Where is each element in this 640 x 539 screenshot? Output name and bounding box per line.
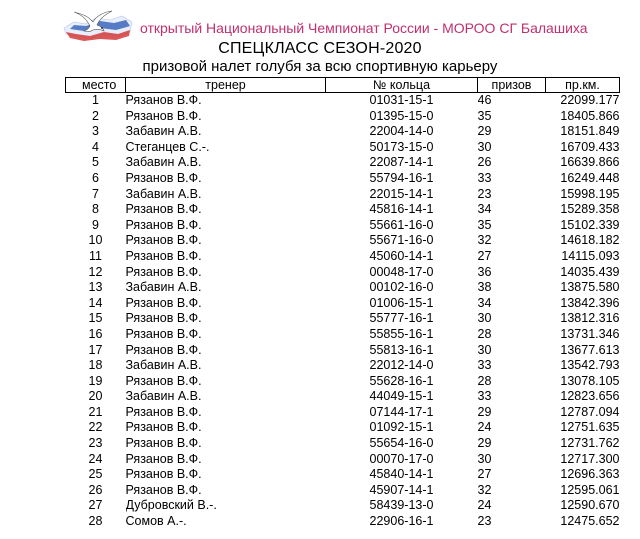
- cell-ring-number: 22015-14-1: [369, 186, 434, 201]
- cell-place: 20: [88, 389, 103, 404]
- table-row: [66, 405, 620, 421]
- cell-ring-number: 55794-16-1: [369, 170, 434, 185]
- cell-ring-number: 55813-16-1: [369, 342, 434, 357]
- cell-ring-number: 22087-14-1: [369, 155, 434, 170]
- cell-trainer: Рязанов В.Ф.: [125, 342, 202, 357]
- cell-trainer: Рязанов В.Ф.: [125, 373, 202, 388]
- cell-prize-km: 16639.866: [560, 155, 620, 170]
- cell-ring-number: 55654-16-0: [369, 436, 434, 451]
- column-header-km: пр.км.: [546, 78, 620, 93]
- table-row: [66, 280, 620, 296]
- cell-prize-km: 12595.061: [560, 482, 620, 497]
- cell-place: 11: [89, 248, 102, 263]
- cell-trainer: Рязанов В.Ф.: [125, 482, 202, 497]
- cell-prizes: 27: [477, 467, 492, 482]
- cell-place: 23: [88, 436, 103, 451]
- cell-prizes: 30: [477, 311, 492, 326]
- cell-prize-km: 15289.358: [560, 202, 620, 217]
- organization-title: открытый Национальный Чемпионат России - МОРОО СГ Балашиха: [140, 20, 588, 36]
- cell-trainer: Рязанов В.Ф.: [125, 202, 202, 217]
- cell-prizes: 30: [477, 139, 492, 154]
- results-table-body: [66, 93, 620, 530]
- cell-prize-km: 12590.670: [560, 498, 620, 513]
- cell-trainer: Рязанов В.Ф.: [125, 404, 202, 419]
- cell-prize-km: 13078.105: [560, 373, 620, 388]
- cell-prize-km: 12475.652: [560, 514, 620, 529]
- column-header-ring: № кольца: [326, 78, 478, 93]
- cell-place: 9: [92, 217, 99, 232]
- cell-place: 22: [88, 420, 103, 435]
- table-row: [66, 343, 620, 359]
- cell-ring-number: 55628-16-1: [369, 373, 434, 388]
- cell-place: 14: [88, 295, 103, 310]
- cell-ring-number: 01092-15-1: [369, 420, 434, 435]
- cell-prize-km: 16709.433: [560, 139, 620, 154]
- cell-place: 7: [92, 186, 99, 201]
- cell-prizes: 24: [477, 420, 492, 435]
- cell-ring-number: 55777-16-1: [369, 311, 434, 326]
- cell-prize-km: 12751.635: [560, 420, 620, 435]
- table-row: [66, 311, 620, 327]
- cell-ring-number: 58439-13-0: [369, 498, 434, 513]
- cell-place: 26: [88, 482, 103, 497]
- cell-place: 10: [88, 233, 103, 248]
- cell-trainer: Рязанов В.Ф.: [125, 217, 202, 232]
- cell-prizes: 29: [477, 436, 492, 451]
- table-header-row: [66, 78, 620, 93]
- cell-place: 27: [88, 498, 103, 513]
- table-row: [66, 467, 620, 483]
- cell-trainer: Рязанов В.Ф.: [125, 311, 202, 326]
- cell-prizes: 35: [477, 108, 492, 123]
- cell-trainer: Рязанов В.Ф.: [125, 108, 202, 123]
- cell-ring-number: 45907-14-1: [369, 482, 434, 497]
- cell-place: 8: [92, 202, 99, 217]
- cell-trainer: Стеганцев С.-.: [125, 139, 210, 154]
- cell-trainer: Рязанов В.Ф.: [125, 420, 202, 435]
- cell-trainer: Рязанов В.Ф.: [125, 248, 202, 263]
- cell-ring-number: 00048-17-0: [369, 264, 434, 279]
- cell-ring-number: 45816-14-1: [369, 202, 434, 217]
- cell-prizes: 28: [477, 326, 492, 341]
- cell-ring-number: 22906-16-1: [369, 514, 434, 529]
- table-row: [66, 498, 620, 514]
- cell-prizes: 27: [477, 248, 492, 263]
- cell-prizes: 29: [477, 404, 492, 419]
- cell-prize-km: 14115.093: [561, 248, 620, 263]
- cell-ring-number: 50173-15-0: [369, 139, 434, 154]
- cell-trainer: Рязанов В.Ф.: [125, 264, 202, 279]
- cell-prizes: 28: [477, 373, 492, 388]
- cell-place: 15: [88, 311, 103, 326]
- cell-trainer: Забавин А.В.: [125, 155, 202, 170]
- table-row: [66, 171, 620, 187]
- cell-trainer: Рязанов В.Ф.: [125, 170, 202, 185]
- table-row: [66, 140, 620, 156]
- table-row: [66, 218, 620, 234]
- cell-trainer: Рязанов В.Ф.: [125, 467, 202, 482]
- cell-ring-number: 55661-16-0: [369, 217, 434, 232]
- cell-ring-number: 00070-17-0: [369, 451, 434, 466]
- cell-prize-km: 14035.439: [560, 264, 620, 279]
- cell-prize-km: 13875.580: [560, 280, 620, 295]
- table-row: [66, 327, 620, 343]
- cell-ring-number: 07144-17-1: [369, 404, 434, 419]
- table-row: [66, 374, 620, 390]
- cell-prize-km: 16249.448: [560, 170, 620, 185]
- cell-prize-km: 18405.866: [560, 108, 620, 123]
- cell-trainer: Рязанов В.Ф.: [125, 93, 202, 107]
- cell-prizes: 34: [477, 295, 492, 310]
- cell-trainer: Рязанов В.Ф.: [125, 436, 202, 451]
- cell-prize-km: 12731.762: [560, 436, 620, 451]
- cell-trainer: Рязанов В.Ф.: [125, 326, 202, 341]
- cell-prizes: 23: [477, 186, 492, 201]
- column-header-prizes: призов: [478, 78, 546, 93]
- cell-ring-number: 44049-15-1: [369, 389, 434, 404]
- cell-prize-km: 13842.396: [560, 295, 620, 310]
- cell-prize-km: 14618.182: [560, 233, 620, 248]
- cell-prize-km: 12696.363: [560, 467, 620, 482]
- table-row: [66, 389, 620, 405]
- cell-place: 1: [92, 93, 99, 107]
- cell-trainer: Сомов А.-.: [125, 514, 187, 529]
- cell-place: 16: [88, 326, 103, 341]
- cell-prizes: 26: [477, 155, 492, 170]
- column-header-place: место: [66, 78, 126, 93]
- cell-place: 25: [88, 467, 103, 482]
- cell-trainer: Забавин А.В.: [125, 124, 202, 139]
- cell-ring-number: 55855-16-1: [369, 326, 434, 341]
- table-row: [66, 249, 620, 265]
- cell-trainer: Рязанов В.Ф.: [125, 451, 202, 466]
- cell-prizes: 30: [477, 342, 492, 357]
- cell-prize-km: 18151.849: [560, 124, 620, 139]
- cell-prize-km: 15102.339: [560, 217, 620, 232]
- cell-prizes: 36: [477, 264, 492, 279]
- table-row: [66, 202, 620, 218]
- cell-ring-number: 45060-14-1: [369, 248, 434, 263]
- table-row: [66, 124, 620, 140]
- cell-trainer: Дубровский В.-.: [125, 498, 217, 513]
- cell-ring-number: 01031-15-1: [369, 93, 434, 107]
- cell-place: 18: [88, 358, 103, 373]
- cell-prize-km: 13731.346: [560, 326, 620, 341]
- cell-trainer: Рязанов В.Ф.: [125, 233, 202, 248]
- cell-prizes: 29: [477, 124, 492, 139]
- cell-place: 2: [92, 108, 99, 123]
- document-title: СПЕЦКЛАСС СЕЗОН-2020: [218, 40, 422, 57]
- table-row: [66, 296, 620, 312]
- cell-trainer: Забавин А.В.: [125, 389, 202, 404]
- cell-ring-number: 01006-15-1: [369, 295, 434, 310]
- cell-prizes: 46: [477, 93, 492, 107]
- cell-prizes: 24: [477, 498, 492, 513]
- cell-trainer: Забавин А.В.: [125, 186, 202, 201]
- cell-place: 19: [88, 373, 103, 388]
- table-row: [66, 233, 620, 249]
- cell-place: 3: [92, 124, 99, 139]
- table-row: [66, 514, 620, 530]
- cell-place: 5: [92, 155, 99, 170]
- cell-prize-km: 22099.177: [560, 93, 620, 107]
- cell-trainer: Забавин А.В.: [125, 280, 202, 295]
- table-row: [66, 265, 620, 281]
- cell-place: 6: [92, 170, 99, 185]
- cell-place: 21: [88, 404, 103, 419]
- cell-prizes: 33: [477, 358, 492, 373]
- table-row: [66, 436, 620, 452]
- cell-prizes: 33: [477, 389, 492, 404]
- cell-prize-km: 12787.094: [560, 404, 620, 419]
- cell-prize-km: 13677.613: [560, 342, 620, 357]
- cell-trainer: Забавин А.В.: [125, 358, 202, 373]
- cell-ring-number: 45840-14-1: [369, 467, 434, 482]
- table-row: [66, 452, 620, 468]
- cell-place: 13: [88, 280, 103, 295]
- cell-prizes: 35: [477, 217, 492, 232]
- cell-prize-km: 15998.195: [560, 186, 620, 201]
- cell-place: 17: [88, 342, 103, 357]
- cell-trainer: Рязанов В.Ф.: [125, 295, 202, 310]
- table-row: [66, 93, 620, 109]
- cell-prizes: 38: [477, 280, 492, 295]
- table-row: [66, 420, 620, 436]
- cell-place: 28: [88, 514, 103, 529]
- cell-prizes: 32: [477, 482, 492, 497]
- cell-ring-number: 55671-16-0: [369, 233, 434, 248]
- table-row: [66, 187, 620, 203]
- results-table: [65, 77, 620, 530]
- table-row: [66, 483, 620, 499]
- cell-prizes: 33: [477, 170, 492, 185]
- cell-place: 4: [92, 139, 99, 154]
- cell-place: 24: [88, 451, 103, 466]
- document-subtitle: призовой налет голубя за всю спортивную карьеру: [142, 58, 498, 75]
- cell-prize-km: 12823.656: [560, 389, 620, 404]
- cell-prizes: 23: [477, 514, 492, 529]
- table-row: [66, 155, 620, 171]
- cell-prize-km: 13542.793: [560, 358, 620, 373]
- cell-prize-km: 12717.300: [560, 451, 620, 466]
- cell-ring-number: 22004-14-0: [369, 124, 434, 139]
- cell-ring-number: 01395-15-0: [369, 108, 434, 123]
- cell-prizes: 32: [477, 233, 492, 248]
- cell-ring-number: 22012-14-0: [369, 358, 434, 373]
- cell-place: 12: [88, 264, 103, 279]
- cell-prizes: 34: [477, 202, 492, 217]
- cell-ring-number: 00102-16-0: [369, 280, 434, 295]
- column-header-trainer: тренер: [126, 78, 326, 93]
- table-row: [66, 358, 620, 374]
- table-row: [66, 109, 620, 125]
- cell-prize-km: 13812.316: [560, 311, 620, 326]
- cell-prizes: 30: [477, 451, 492, 466]
